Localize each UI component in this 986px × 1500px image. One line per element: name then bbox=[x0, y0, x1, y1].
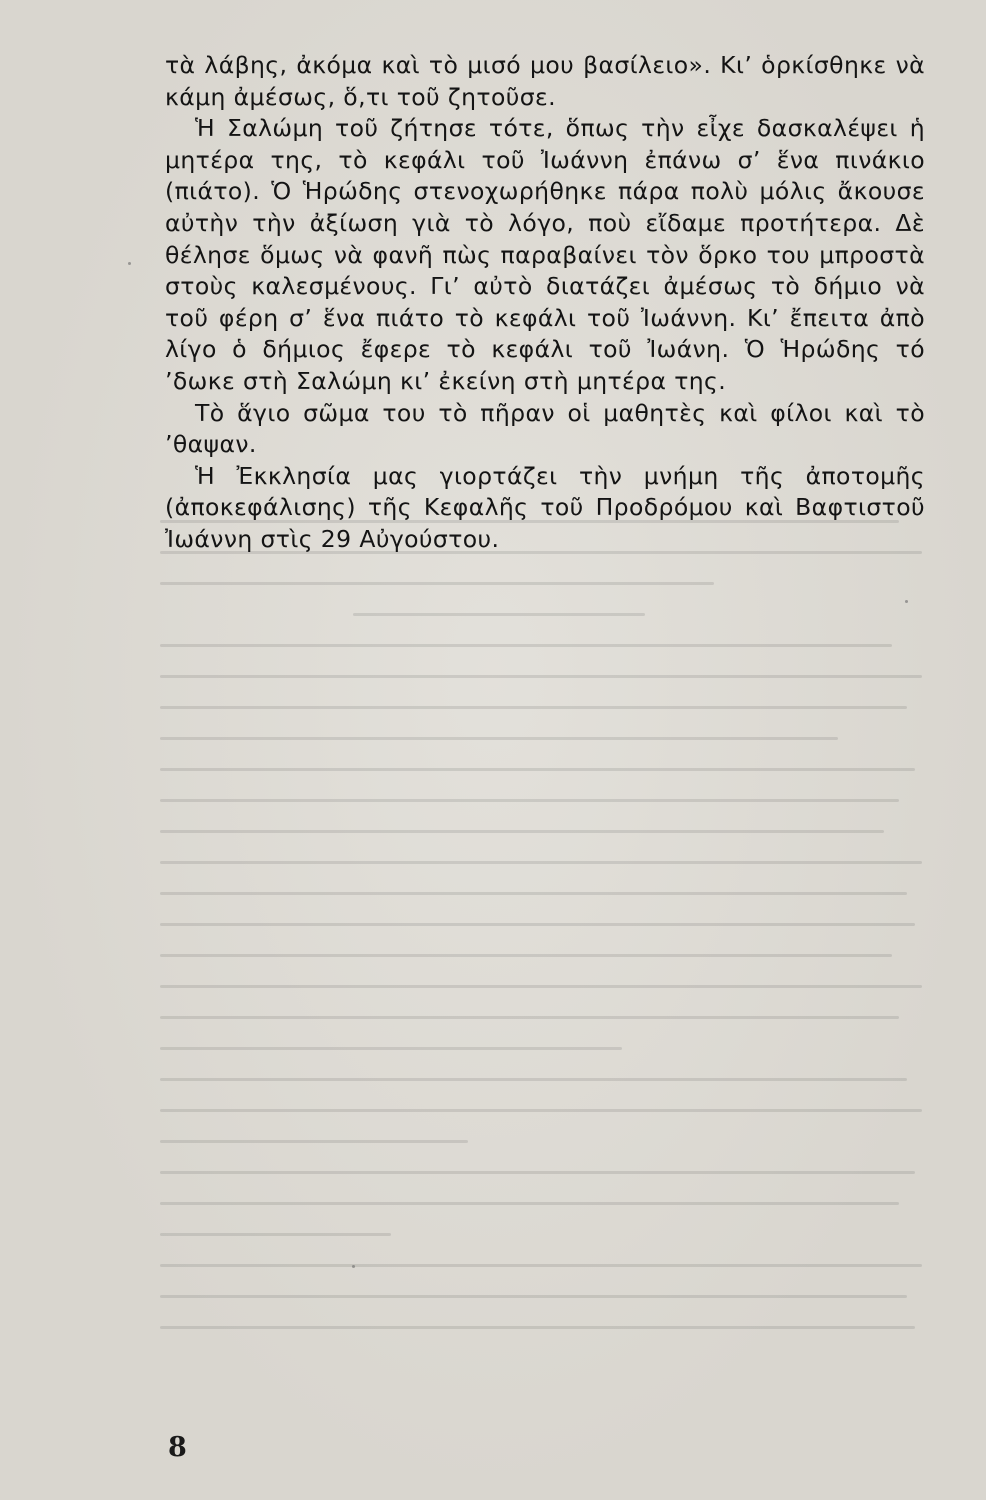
reverse-side-bleed-through bbox=[160, 520, 930, 1390]
paragraph-3: Τὸ ἅγιο σῶμα του τὸ πῆραν οἱ μαθητὲς καὶ φίλοι καὶ τὸ ’θαψαν. bbox=[165, 398, 925, 459]
paper-speck bbox=[128, 262, 131, 265]
paper-speck bbox=[352, 1265, 355, 1268]
body-text bbox=[165, 50, 925, 556]
paragraph-4: Ἡ Ἐκκλησία μας γιορτάζει τὴν μνήμη τῆς ἀποτομῆς (ἀποκεφάλισης) τῆς Κεφαλῆς τοῦ Προδρόμου καὶ Βαφτιστοῦ Ἰωάννη στὶς 29 Αὐγούστου. bbox=[165, 461, 925, 553]
paragraph-1: τὰ λάβης, ἀκόμα καὶ τὸ μισό μου βασίλειο». Κι’ ὁρκίσθηκε νὰ κάμη ἀμέσως, ὅ,τι τοῦ ζητοῦσε. bbox=[165, 51, 925, 111]
paragraph-2: Ἡ Σαλώμη τοῦ ζήτησε τότε, ὅπως τὴν εἶχε δασκαλέψει ἡ μητέρα της, τὸ κεφάλι τοῦ Ἰωάννη ἐπάνω σ’ ἕνα πινάκιο (πιάτο). Ὁ Ἡρώδης στενοχωρήθηκε πάρα πολὺ μόλις ἄκουσε αὐτὴν τὴν ἀξίωση γιὰ τὸ λόγο, ποὺ εἴδαμε προτήτερα. Δὲ θέλησε ὅμως νὰ φανῆ πὼς παραβαίνει τὸν ὅρκο του μπροστὰ στοὺς καλεσμένους. Γι’ αὐτὸ διατάζει ἀμέσως τὸ δήμιο νὰ τοῦ φέρη σ’ ἕνα πιάτο τὸ κεφάλι τοῦ Ἰωάννη. Κι’ ἔπειτα ἀπὸ λίγο ὁ δήμιος ἔφερε τὸ κεφάλι τοῦ Ἰωάνη. Ὁ Ἡρώδης τό ’δωκε στὴ Σαλώμη κι’ ἐκείνη στὴ μητέρα της. bbox=[165, 114, 925, 395]
paper-speck bbox=[905, 600, 908, 603]
page-number: 8 bbox=[168, 1432, 187, 1463]
